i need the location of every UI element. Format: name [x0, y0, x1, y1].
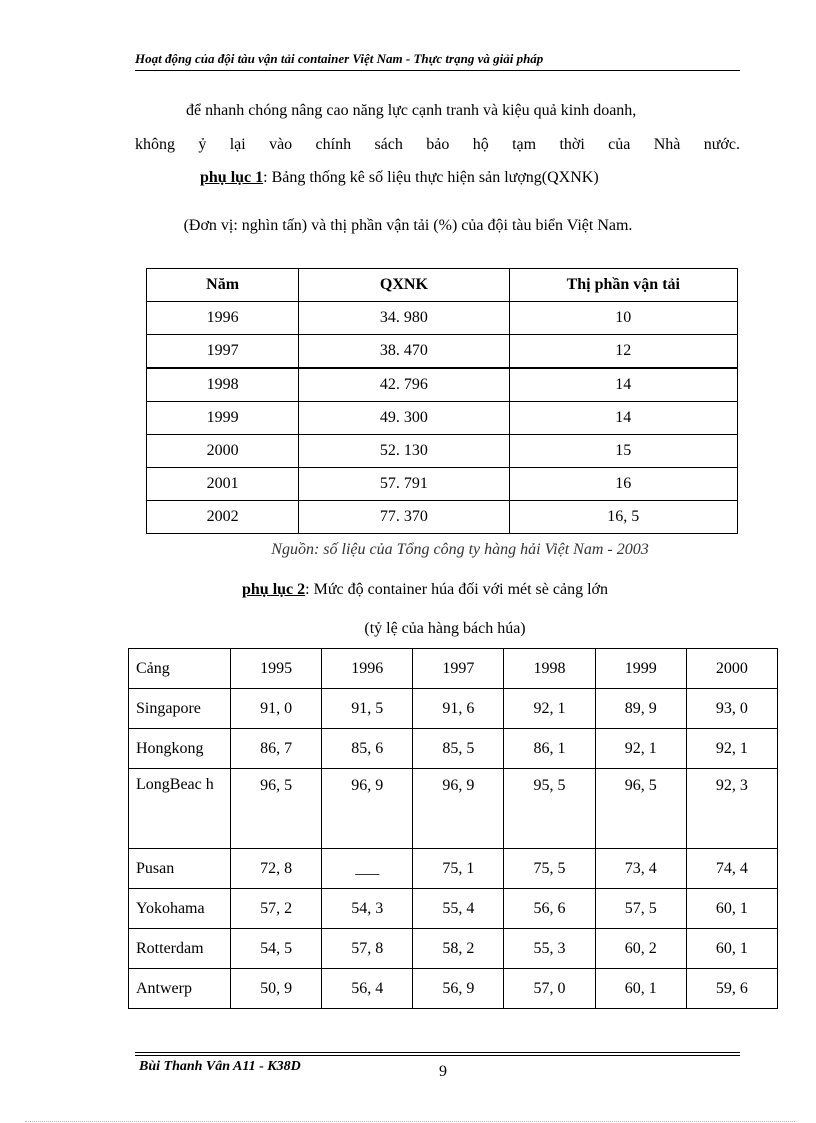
- table-cell: 54, 3: [322, 889, 413, 929]
- page-number: 9: [439, 1063, 447, 1080]
- table-cell: 92, 3: [686, 769, 777, 849]
- table-cell: 92, 1: [595, 729, 686, 769]
- table-cell: 14: [509, 368, 737, 402]
- table-cell: 1996: [322, 649, 413, 689]
- body-word: không: [135, 136, 175, 153]
- table-cell: 60, 1: [595, 969, 686, 1009]
- table-cell: 96, 5: [231, 769, 322, 849]
- table-cell: 57, 5: [595, 889, 686, 929]
- table-header-row: [147, 269, 738, 302]
- appendix1-title: : Bảng thống kê số liệu thực hiện sản lượng(QXNK): [263, 169, 599, 186]
- column-header: Thị phần vận tải: [509, 269, 737, 302]
- body-word: lại: [229, 136, 246, 153]
- table-cell: 89, 9: [595, 689, 686, 729]
- table-cell: 1996: [147, 302, 299, 335]
- port-cell: LongBeac h: [129, 769, 231, 849]
- table-cell: 14: [509, 402, 737, 435]
- table-cell: 59, 6: [686, 969, 777, 1009]
- table-cell: 42. 796: [299, 368, 509, 402]
- table-cell: 50, 9: [231, 969, 322, 1009]
- body-word: nước.: [703, 136, 740, 153]
- body-word: chính: [315, 136, 352, 153]
- page-edge-dotted: [25, 1121, 795, 1122]
- port-cell: Hongkong: [129, 729, 231, 769]
- table-cell: 49. 300: [299, 402, 509, 435]
- table-cell: 96, 9: [322, 769, 413, 849]
- table-cell: 57, 2: [231, 889, 322, 929]
- appendix1-source: Nguồn: số liệu của Tổng công ty hàng hải Việt Nam - 2003: [271, 541, 649, 558]
- table-header-row: [129, 649, 778, 689]
- table-cell: 57, 0: [504, 969, 595, 1009]
- table-row: [129, 769, 778, 849]
- table-cell: 1999: [595, 649, 686, 689]
- appendix2-heading: [242, 581, 608, 599]
- table-row: [147, 368, 738, 402]
- body-line-2: [135, 136, 740, 154]
- body-word: thời: [559, 136, 585, 153]
- table-row: [147, 435, 738, 468]
- body-word: bảo: [426, 136, 450, 153]
- table-cell: 1997: [413, 649, 504, 689]
- table-cell: 93, 0: [686, 689, 777, 729]
- table-cell: 34. 980: [299, 302, 509, 335]
- table-cell: 73, 4: [595, 849, 686, 889]
- table-cell: 92, 1: [504, 689, 595, 729]
- port-cell: Cảng: [129, 649, 231, 689]
- port-cell: Antwerp: [129, 969, 231, 1009]
- table-cell: 55, 4: [413, 889, 504, 929]
- table-cell: 2000: [147, 435, 299, 468]
- port-cell: Rotterdam: [129, 929, 231, 969]
- table-cell: 56, 9: [413, 969, 504, 1009]
- table-cell: 60, 1: [686, 929, 777, 969]
- body-word: tạm: [512, 136, 537, 153]
- body-word: Nhà: [653, 136, 681, 153]
- table-cell: 57, 8: [322, 929, 413, 969]
- body-word: của: [608, 136, 631, 153]
- table-row: [147, 302, 738, 335]
- port-cell: Yokohama: [129, 889, 231, 929]
- appendix2-subtitle: (tỷ lệ của hàng bách húa): [364, 620, 526, 637]
- table-cell: 2000: [686, 649, 777, 689]
- column-header: QXNK: [299, 269, 509, 302]
- table-cell: 16, 5: [509, 501, 737, 534]
- table-cell: 52. 130: [299, 435, 509, 468]
- table-cell: 95, 5: [504, 769, 595, 849]
- appendix1-heading: [200, 169, 599, 187]
- table-cell: 16: [509, 468, 737, 501]
- table-cell: 1999: [147, 402, 299, 435]
- table-cell: 56, 4: [322, 969, 413, 1009]
- table-cell: 91, 5: [322, 689, 413, 729]
- table-row: [129, 849, 778, 889]
- table-cell: 96, 9: [413, 769, 504, 849]
- body-word: hộ: [472, 136, 489, 153]
- appendix1-label: phụ lục 1: [200, 169, 264, 186]
- appendix1-unit-note: (Đơn vị: nghìn tấn) và thị phần vận tải (%) của đội tàu biển Việt Nam.: [183, 217, 633, 234]
- table-cell: 72, 8: [231, 849, 322, 889]
- table-cell: 86, 1: [504, 729, 595, 769]
- port-cell: Pusan: [129, 849, 231, 889]
- table-cell: 77. 370: [299, 501, 509, 534]
- table-row: [129, 729, 778, 769]
- table-cell: 1997: [147, 335, 299, 369]
- table-cell: 57. 791: [299, 468, 509, 501]
- table-cell: 91, 6: [413, 689, 504, 729]
- port-cell: Singapore: [129, 689, 231, 729]
- table-cell: 15: [509, 435, 737, 468]
- table-cell: 10: [509, 302, 737, 335]
- table-cell: 92, 1: [686, 729, 777, 769]
- table-cell: 2002: [147, 501, 299, 534]
- table-row: [147, 402, 738, 435]
- table-row: [129, 929, 778, 969]
- table-cell: 55, 3: [504, 929, 595, 969]
- table-row: [147, 468, 738, 501]
- table-cell: 75, 1: [413, 849, 504, 889]
- table-cell: 1998: [504, 649, 595, 689]
- footer-author: Bùi Thanh Vân A11 - K38D: [139, 1059, 301, 1074]
- table-cell: 85, 5: [413, 729, 504, 769]
- appendix1-table: [146, 268, 738, 534]
- table-cell: 86, 7: [231, 729, 322, 769]
- body-line-1: để nhanh chóng nâng cao năng lực cạnh tranh và kiệu quả kinh doanh,: [186, 102, 637, 119]
- footer-divider-2: [135, 1055, 740, 1056]
- table-cell: 74, 4: [686, 849, 777, 889]
- table-row: [147, 501, 738, 534]
- page-header: Hoạt động của đội tàu vận tải container Việt Nam - Thực trạng và giải pháp: [135, 51, 740, 71]
- body-word: sách: [374, 136, 403, 153]
- appendix2-title: : Mức độ container húa đối với mét sè cảng lớn: [305, 581, 608, 598]
- body-word: vào: [269, 136, 293, 153]
- column-header: Năm: [147, 269, 299, 302]
- body-word: ỷ: [198, 136, 207, 153]
- table-cell: 2001: [147, 468, 299, 501]
- table-cell: 85, 6: [322, 729, 413, 769]
- table-cell: 96, 5: [595, 769, 686, 849]
- table-cell: 75, 5: [504, 849, 595, 889]
- table-row: [129, 969, 778, 1009]
- table-cell: 1995: [231, 649, 322, 689]
- table-row: [129, 689, 778, 729]
- table-cell: 12: [509, 335, 737, 369]
- table-cell: 1998: [147, 368, 299, 402]
- table-cell: ___: [322, 849, 413, 889]
- table-row: [147, 335, 738, 369]
- table-cell: 38. 470: [299, 335, 509, 369]
- table-row: [129, 889, 778, 929]
- footer-divider: [135, 1052, 740, 1053]
- table-cell: 91, 0: [231, 689, 322, 729]
- table-cell: 60, 2: [595, 929, 686, 969]
- appendix2-label: phụ lục 2: [242, 581, 306, 598]
- table-cell: 54, 5: [231, 929, 322, 969]
- table-cell: 60, 1: [686, 889, 777, 929]
- table-cell: 58, 2: [413, 929, 504, 969]
- appendix2-table: [128, 648, 778, 1009]
- table-cell: 56, 6: [504, 889, 595, 929]
